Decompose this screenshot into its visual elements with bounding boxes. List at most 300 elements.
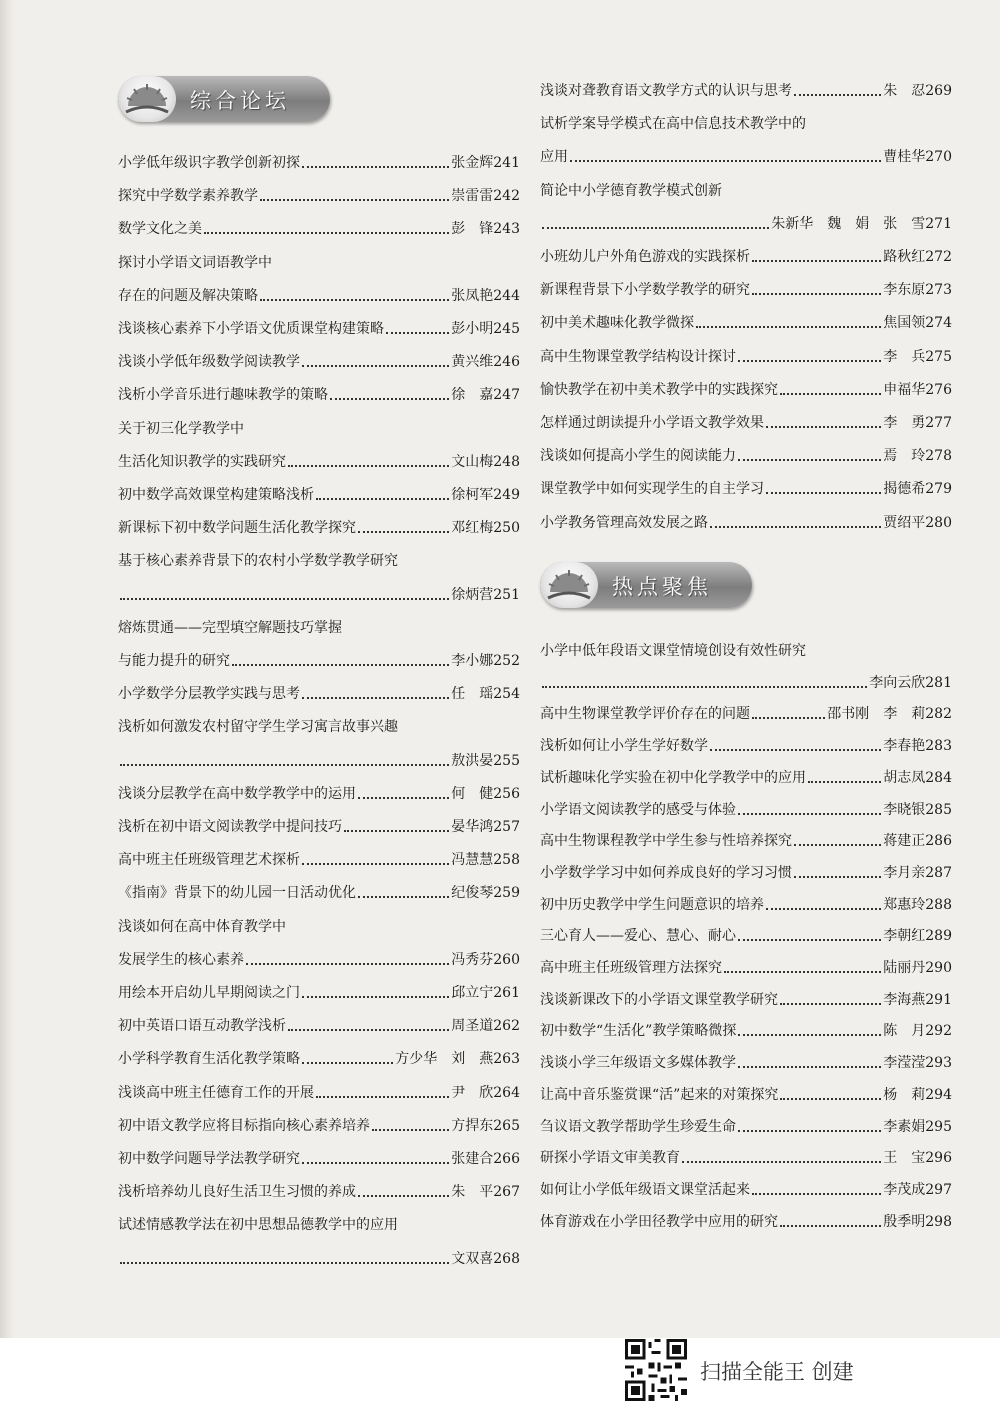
dot-leader [738, 1034, 881, 1036]
toc-entry [540, 408, 952, 432]
entry-title: 小学语文阅读教学的感受与体验 [540, 801, 736, 818]
toc-entry [118, 1044, 520, 1068]
entry-author: 张凤艳 [451, 287, 494, 304]
dot-leader [696, 326, 881, 328]
entry-page-number: 269 [925, 83, 952, 99]
toc-entry [540, 474, 952, 498]
entry-title: 三心育人——爱心、慧心、耐心 [540, 928, 736, 945]
toc-entry [540, 858, 952, 882]
entry-title: 生活化知识教学的实践研究 [118, 453, 286, 470]
entry-page-number: 264 [493, 1084, 520, 1101]
entry-page-number: 275 [925, 348, 952, 365]
entry-title: 浅析如何让小学生学好数学 [540, 738, 708, 755]
entry-page-number: 283 [925, 738, 952, 755]
entry-title: 探究中学数学素养教学 [118, 188, 258, 205]
toc-entry [118, 546, 520, 570]
dot-leader [724, 971, 881, 973]
entry-author: 李向云欣 [869, 674, 926, 691]
entry-title: 浅谈对聋教育语文教学方式的认识与思考 [540, 83, 792, 99]
entry-page-number: 287 [925, 864, 952, 881]
toc-entry [540, 76, 952, 100]
entry-page-number: 247 [493, 387, 520, 404]
dot-leader [738, 459, 881, 461]
entry-title: 新课标下初中数学问题生活化教学探究 [118, 520, 356, 537]
entry-title: 浅谈核心素养下小学语文优质课堂构建策略 [118, 321, 384, 337]
entry-title: 小班幼儿户外角色游戏的实践探析 [540, 249, 750, 265]
toc-entry [540, 731, 952, 755]
dot-leader [682, 1161, 881, 1163]
entry-author: 朱新华 魏 娟 张 雪 [771, 215, 926, 232]
entry-title: 存在的问题及解决策略 [118, 287, 258, 304]
entry-page-number: 285 [925, 801, 952, 818]
entry-author: 张建合 [451, 1151, 494, 1167]
entry-page-number: 295 [925, 1118, 952, 1135]
entry-title: 初中历史教学中学生问题意识的培养 [540, 896, 764, 913]
entry-author: 李春艳 [883, 738, 926, 755]
entry-page-number: 289 [925, 928, 952, 945]
entry-page-number: 296 [925, 1150, 952, 1167]
entry-author: 曹桂华 [883, 149, 926, 166]
entry-page-number: 244 [493, 287, 520, 304]
entry-title: 小学数学学习中如何养成良好的学习习惯 [540, 864, 792, 881]
entry-author: 郑惠玲 [883, 896, 926, 913]
entry-page-number: 262 [493, 1018, 520, 1035]
scanner-watermark: 扫描全能王 创建 [700, 1360, 854, 1384]
entry-page-number: 288 [925, 896, 952, 913]
entry-author: 彭 锋 [451, 221, 494, 238]
entry-title: 研探小学语文审美教育 [540, 1150, 680, 1167]
dot-leader [780, 1003, 881, 1005]
entry-author: 纪俊琴 [451, 885, 494, 902]
entry-title: 浅析培养幼儿良好生活卫生习惯的养成 [118, 1184, 356, 1201]
dot-leader [120, 764, 449, 766]
toc-entry [540, 308, 952, 332]
toc-entry [540, 921, 952, 945]
sunrise-icon [118, 76, 176, 122]
entry-author: 徐 嘉 [451, 387, 494, 404]
entry-page-number: 279 [925, 481, 952, 498]
entry-author: 彭小明 [451, 321, 494, 337]
toc-entry [540, 1080, 952, 1104]
entry-page-number: 245 [493, 321, 520, 337]
entry-author: 李滢滢 [883, 1055, 926, 1072]
toc-entry [540, 1143, 952, 1167]
entry-title: 浅谈高中班主任德育工作的开展 [118, 1084, 314, 1101]
toc-entry [540, 890, 952, 914]
entry-author: 李素娟 [883, 1118, 926, 1135]
entry-page-number: 294 [925, 1086, 952, 1103]
entry-author: 申福华 [883, 381, 926, 398]
entry-author: 朱 忍 [883, 83, 926, 99]
toc-entry [118, 812, 520, 836]
entry-title: 高中班主任班级管理艺术探析 [118, 852, 300, 869]
entry-title: 浅谈小学低年级数学阅读教学 [118, 354, 300, 371]
toc-entry [118, 613, 520, 637]
dot-leader [316, 1096, 449, 1098]
entry-title: 发展学生的核心素养 [118, 951, 244, 968]
entry-title: 试述情感教学法在初中思想品德教学中的应用 [118, 1217, 398, 1234]
entry-title: 浅谈小学三年级语文多媒体教学 [540, 1055, 736, 1072]
dot-leader [288, 1029, 449, 1031]
toc-entry [118, 978, 520, 1002]
toc-entry [118, 945, 520, 969]
entry-title: 怎样通过朗读提升小学语文教学效果 [540, 415, 764, 431]
toc-entry [540, 1207, 952, 1231]
entry-author: 徐炳营 [451, 586, 494, 603]
entry-author: 冯秀芬 [451, 951, 494, 968]
entry-title: 初中语文教学应将目标指向核心素养培养 [118, 1117, 370, 1134]
toc-entry [118, 314, 520, 338]
entry-author: 邓红梅 [451, 520, 494, 537]
entry-title: 初中美术趣味化教学微探 [540, 315, 694, 332]
entry-author: 周圣道 [451, 1018, 494, 1035]
toc-entry [540, 763, 952, 787]
entry-page-number: 251 [493, 586, 520, 603]
toc-entry [540, 1048, 952, 1072]
entry-page-number: 255 [493, 752, 520, 769]
toc-entry [118, 281, 520, 305]
entry-page-number: 271 [925, 215, 952, 232]
entry-page-number: 258 [493, 852, 520, 869]
toc-entry [118, 414, 520, 438]
dot-leader [738, 813, 881, 815]
entry-page-number: 280 [925, 514, 952, 531]
entry-title: 浅谈新课改下的小学语文课堂教学研究 [540, 991, 778, 1008]
entry-author: 李 勇 [883, 415, 926, 431]
dot-leader [204, 232, 449, 234]
section-title-forum: 综合论坛 [190, 89, 290, 113]
dot-leader [316, 498, 449, 500]
toc-entry [540, 985, 952, 1009]
section-title-hotspot: 热点聚焦 [612, 575, 712, 599]
dot-leader [386, 332, 449, 334]
entry-title: 熔炼贯通——完型填空解题技巧掌握 [118, 619, 342, 636]
entry-author: 朱 平 [451, 1184, 494, 1201]
entry-author: 李东原 [883, 282, 926, 299]
entry-title: 高中生物课程教学中学生参与性培养探究 [540, 833, 792, 850]
entry-title: 浅谈如何在高中体育教学中 [118, 918, 286, 935]
dot-leader [302, 697, 449, 699]
entry-title: 关于初三化学教学中 [118, 420, 244, 437]
dot-leader [780, 1098, 881, 1100]
entry-author: 李晓银 [883, 801, 926, 818]
toc-entry [118, 845, 520, 869]
entry-page-number: 246 [493, 354, 520, 371]
dot-leader [542, 686, 867, 688]
dot-leader [766, 492, 881, 494]
dot-leader [302, 1062, 393, 1064]
toc-entry [118, 1210, 520, 1234]
toc-entry [118, 214, 520, 238]
dot-leader [302, 863, 449, 865]
toc-entry [540, 699, 952, 723]
dot-leader [246, 963, 449, 965]
dot-leader [710, 749, 881, 751]
entry-page-number: 297 [925, 1181, 952, 1198]
dot-leader [330, 398, 449, 400]
entry-title: 用绘本开启幼儿早期阅读之门 [118, 985, 300, 1001]
entry-title: 试析学案导学模式在高中信息技术教学中的 [540, 116, 806, 133]
toc-entry [118, 1078, 520, 1102]
dot-leader [794, 94, 881, 96]
entry-page-number: 263 [493, 1051, 520, 1068]
entry-author: 文双喜 [451, 1250, 494, 1267]
toc-entry [118, 447, 520, 471]
toc-entry [118, 746, 520, 770]
toc-entry [118, 1177, 520, 1201]
entry-author: 陆丽丹 [883, 960, 926, 976]
entry-author: 李小娜 [451, 653, 494, 669]
entry-author: 路秋红 [883, 249, 926, 265]
entry-author: 揭德希 [883, 481, 926, 498]
toc-entry [540, 109, 952, 133]
entry-page-number: 290 [925, 960, 952, 976]
entry-author: 方少华 刘 燕 [395, 1051, 494, 1068]
entry-title: 小学数学分层教学实践与思考 [118, 686, 300, 703]
entry-page-number: 243 [493, 221, 520, 238]
entry-author: 贾绍平 [883, 514, 926, 531]
dot-leader [358, 797, 449, 799]
dot-leader [738, 1130, 881, 1132]
dot-leader [570, 160, 881, 162]
dot-leader [738, 360, 881, 362]
toc-entry [540, 1016, 952, 1040]
entry-author: 徐柯军 [451, 487, 494, 503]
toc-entry [540, 953, 952, 977]
entry-author: 李茂成 [883, 1181, 926, 1198]
entry-author: 王 宝 [883, 1150, 926, 1167]
entry-page-number: 281 [925, 674, 952, 691]
entry-author: 李月亲 [883, 864, 926, 881]
dot-leader [780, 393, 881, 395]
toc-entry [118, 679, 520, 703]
entry-author: 黄兴维 [451, 354, 494, 371]
entry-author: 殷季明 [883, 1213, 926, 1230]
entry-page-number: 272 [925, 249, 952, 265]
entry-title: 与能力提升的研究 [118, 653, 230, 669]
toc-entry [118, 480, 520, 504]
entry-title: 愉快教学在初中美术教学中的实践探究 [540, 381, 778, 398]
entry-title: 基于核心素养背景下的农村小学数学教学研究 [118, 553, 398, 570]
entry-title: 《指南》背景下的幼儿园一日活动优化 [118, 885, 356, 902]
entry-title: 初中英语口语互动教学浅析 [118, 1018, 286, 1035]
entry-title: 浅析在初中语文阅读教学中提问技巧 [118, 819, 342, 835]
dot-leader [358, 1195, 449, 1197]
entry-author: 张金辉 [451, 155, 494, 171]
entry-title: 初中数学问题导学法教学研究 [118, 1151, 300, 1167]
toc-entry [540, 668, 952, 692]
entry-title: 高中班主任班级管理方法探究 [540, 960, 722, 976]
entry-title: 试析趣味化学实验在初中化学教学中的应用 [540, 769, 806, 786]
dot-leader [288, 465, 449, 467]
entry-author: 敖洪晏 [451, 752, 494, 769]
toc-entry [540, 826, 952, 850]
entry-author: 方捍东 [451, 1117, 494, 1134]
entry-title: 浅析小学音乐进行趣味教学的策略 [118, 387, 328, 404]
dot-leader [794, 844, 881, 846]
entry-page-number: 293 [925, 1055, 952, 1072]
entry-page-number: 249 [493, 487, 520, 503]
section-banner-forum [118, 76, 330, 122]
entry-page-number: 282 [925, 706, 952, 723]
dot-leader [120, 598, 449, 600]
entry-author: 蒋建正 [883, 833, 926, 850]
entry-title: 课堂教学中如何实现学生的自主学习 [540, 481, 764, 498]
entry-author: 李朝红 [883, 928, 926, 945]
toc-entry [540, 176, 952, 200]
entry-page-number: 259 [493, 885, 520, 902]
entry-author: 冯慧慧 [451, 852, 494, 869]
entry-title: 高中生物课堂教学结构设计探讨 [540, 348, 736, 365]
entry-page-number: 284 [925, 769, 952, 786]
dot-leader [302, 166, 449, 168]
entry-page-number: 242 [493, 188, 520, 205]
dot-leader [752, 717, 825, 719]
toc-entry [118, 1011, 520, 1035]
entry-page-number: 267 [493, 1184, 520, 1201]
entry-page-number: 268 [493, 1250, 520, 1267]
qr-code-icon [625, 1339, 687, 1401]
dot-leader [120, 1262, 449, 1264]
entry-page-number: 257 [493, 819, 520, 835]
entry-author: 文山梅 [451, 453, 494, 470]
toc-entry [118, 878, 520, 902]
toc-entry [540, 342, 952, 366]
entry-title: 探讨小学语文词语教学中 [118, 254, 272, 271]
toc-entry [118, 1111, 520, 1135]
dot-leader [302, 1162, 449, 1164]
dot-leader [710, 526, 881, 528]
dot-leader [302, 365, 449, 367]
dot-leader [344, 830, 449, 832]
toc-entry [540, 441, 952, 465]
dot-leader [752, 1193, 881, 1195]
entry-author: 晏华鸿 [451, 819, 494, 835]
entry-title: 刍议语文教学帮助学生珍爱生命 [540, 1118, 736, 1135]
toc-entry [540, 142, 952, 166]
page-edge-shadow [0, 0, 14, 1338]
entry-page-number: 250 [493, 520, 520, 537]
entry-page-number: 278 [925, 448, 952, 465]
entry-page-number: 265 [493, 1117, 520, 1134]
entry-title: 小学低年级识字教学创新初探 [118, 155, 300, 171]
entry-page-number: 291 [925, 991, 952, 1008]
sunrise-icon [540, 562, 598, 608]
entry-page-number: 274 [925, 315, 952, 332]
toc-entry [118, 148, 520, 172]
entry-page-number: 254 [493, 686, 520, 703]
toc-entry [118, 779, 520, 803]
toc-entry [118, 580, 520, 604]
toc-entry [118, 646, 520, 670]
entry-author: 陈 月 [883, 1023, 926, 1040]
entry-author: 邵书刚 李 莉 [827, 706, 926, 723]
entry-author: 李海燕 [883, 991, 926, 1008]
dot-leader [766, 426, 881, 428]
dot-leader [780, 1225, 881, 1227]
toc-entry [118, 347, 520, 371]
dot-leader [302, 996, 449, 998]
dot-leader [752, 260, 881, 262]
entry-page-number: 277 [925, 415, 952, 431]
toc-entry [540, 1175, 952, 1199]
toc-entry [540, 375, 952, 399]
entry-page-number: 261 [493, 985, 520, 1001]
entry-title: 高中生物课堂教学评价存在的问题 [540, 706, 750, 723]
entry-author: 尹 欣 [451, 1084, 494, 1101]
entry-title: 如何让小学低年级语文课堂活起来 [540, 1181, 750, 1198]
dot-leader [808, 781, 881, 783]
toc-entry [118, 380, 520, 404]
toc-entry [118, 1244, 520, 1268]
dot-leader [260, 199, 449, 201]
entry-title: 浅谈如何提高小学生的阅读能力 [540, 448, 736, 465]
entry-page-number: 298 [925, 1213, 952, 1230]
toc-entry [118, 712, 520, 736]
toc-entry [540, 636, 952, 660]
dot-leader [766, 908, 881, 910]
entry-page-number: 292 [925, 1023, 952, 1040]
entry-page-number: 252 [493, 653, 520, 669]
entry-page-number: 286 [925, 833, 952, 850]
entry-author: 崇雷雷 [451, 188, 494, 205]
toc-entry [540, 1112, 952, 1136]
toc-entry [118, 248, 520, 272]
entry-page-number: 270 [925, 149, 952, 166]
entry-author: 胡志凤 [883, 769, 926, 786]
entry-title: 小学教务管理高效发展之路 [540, 514, 708, 531]
entry-title: 小学中低年段语文课堂情境创设有效性研究 [540, 643, 806, 659]
toc-entry [540, 209, 952, 233]
entry-title: 新课程背景下小学数学教学的研究 [540, 282, 750, 299]
toc-entry [118, 181, 520, 205]
entry-title: 简论中小学德育教学模式创新 [540, 182, 722, 199]
entry-page-number: 241 [493, 155, 520, 171]
dot-leader [358, 531, 449, 533]
toc-entry [118, 513, 520, 537]
toc-entry [118, 1144, 520, 1168]
entry-title: 应用 [540, 149, 568, 166]
section-banner-hotspot [540, 562, 752, 608]
entry-page-number: 248 [493, 453, 520, 470]
dot-leader [794, 876, 881, 878]
entry-title: 初中数学高效课堂构建策略浅析 [118, 487, 314, 503]
entry-author: 杨 莉 [883, 1086, 926, 1103]
entry-page-number: 273 [925, 282, 952, 299]
dot-leader [542, 227, 769, 229]
dot-leader [260, 299, 449, 301]
entry-author: 任 瑶 [451, 686, 494, 703]
entry-page-number: 256 [493, 785, 520, 802]
entry-author: 李 兵 [883, 348, 926, 365]
dot-leader [738, 1066, 881, 1068]
entry-title: 让高中音乐鉴赏课“活”起来的对策探究 [540, 1086, 779, 1103]
entry-author: 焉 玲 [883, 448, 926, 465]
entry-title: 初中数学“生活化”教学策略微探 [540, 1023, 737, 1040]
toc-entry [118, 912, 520, 936]
entry-title: 体育游戏在小学田径教学中应用的研究 [540, 1213, 778, 1230]
dot-leader [752, 293, 881, 295]
entry-title: 浅析如何激发农村留守学生学习寓言故事兴趣 [118, 719, 398, 736]
toc-entry [540, 508, 952, 532]
entry-page-number: 266 [493, 1151, 520, 1167]
entry-page-number: 260 [493, 951, 520, 968]
dot-leader [358, 896, 449, 898]
entry-title: 数学文化之美 [118, 221, 202, 238]
entry-author: 何 健 [451, 785, 494, 802]
toc-entry [540, 242, 952, 266]
entry-author: 焦国领 [883, 315, 926, 332]
